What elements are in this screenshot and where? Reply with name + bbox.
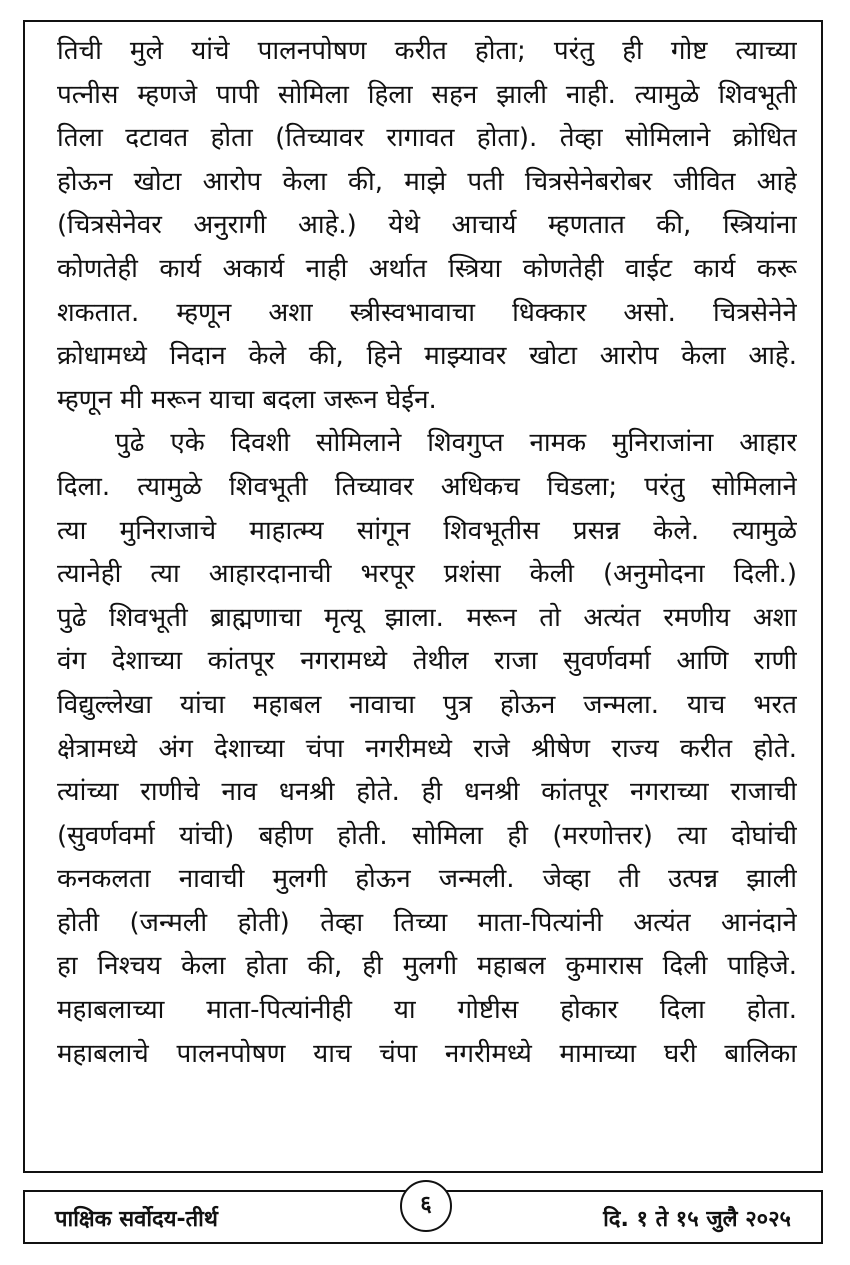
text-line: दिला. त्यामुळे शिवभूती तिच्यावर अधिकच चिडला; परंतु सोमिलाने: [57, 471, 797, 502]
page-number: ६: [400, 1180, 452, 1232]
text-line: शकतात. म्हणून अशा स्त्रीस्वभावाचा धिक्कार असो. चित्रसेनेने: [57, 297, 797, 328]
text-line: महाबलाचे पालनपोषण याच चंपा नगरीमध्ये मामाच्या घरी बालिका: [57, 1038, 797, 1069]
text-line: त्यानेही त्या आहारदानाची भरपूर प्रशंसा केली (अनुमोदना दिली.): [57, 559, 797, 590]
text-line: त्या मुनिराजाचे माहात्म्य सांगून शिवभूतीस प्रसन्न केले. त्यामुळे: [57, 515, 797, 546]
text-line: (चित्रसेनेवर अनुरागी आहे.) येथे आचार्य म्हणतात की, स्त्रियांना: [57, 210, 797, 241]
publication-title: पाक्षिक सर्वोदय-तीर्थ: [55, 1207, 218, 1232]
body-text: [57, 30, 797, 1076]
text-line: कोणतेही कार्य अकार्य नाही अर्थात स्त्रिया कोणतेही वाईट कार्य करू: [57, 253, 797, 284]
page-frame: [23, 20, 823, 1173]
text-line: तिला दटावत होता (तिच्यावर रागावत होता). तेव्हा सोमिलाने क्रोधित: [57, 123, 797, 154]
text-line: म्हणून मी मरून याचा बदला जरून घेईन.: [57, 384, 437, 415]
text-line: होती (जन्मली होती) तेव्हा तिच्या माता-पित्यांनी अत्यंत आनंदाने: [57, 907, 797, 938]
text-line: (सुवर्णवर्मा यांची) बहीण होती. सोमिला ही (मरणोत्तर) त्या दोघांची: [57, 820, 797, 851]
text-line: हा निश्चय केला होता की, ही मुलगी महाबल कुमारास दिली पाहिजे.: [57, 951, 797, 982]
text-line: विद्युल्लेखा यांचा महाबल नावाचा पुत्र होऊन जन्मला. याच भरत: [57, 689, 797, 720]
text-line: महाबलाच्या माता-पित्यांनीही या गोष्टीस होकार दिला होता.: [57, 995, 797, 1026]
text-line: क्षेत्रामध्ये अंग देशाच्या चंपा नगरीमध्ये राजे श्रीषेण राज्य करीत होते.: [57, 733, 797, 764]
text-line: पुढे एके दिवशी सोमिलाने शिवगुप्त नामक मुनिराजांना आहार: [115, 428, 797, 459]
text-line: वंग देशाच्या कांतपूर नगरामध्ये तेथील राजा सुवर्णवर्मा आणि राणी: [57, 646, 797, 677]
text-line: तिची मुले यांचे पालनपोषण करीत होता; परंतु ही गोष्ट त्याच्या: [57, 36, 797, 66]
page-footer: [23, 1190, 823, 1244]
text-line: त्यांच्या राणीचे नाव धनश्री होते. ही धनश्री कांतपूर नगराच्या राजाची: [57, 777, 797, 808]
text-line: क्रोधामध्ये निदान केले की, हिने माझ्यावर खोटा आरोप केला आहे.: [57, 341, 797, 372]
issue-date: दि. १ ते १५ जुलै २०२५: [603, 1207, 791, 1232]
text-line: होऊन खोटा आरोप केला की, माझे पती चित्रसेनेबरोबर जीवित आहे: [57, 166, 797, 197]
text-line: पुढे शिवभूती ब्राह्मणाचा मृत्यू झाला. मरून तो अत्यंत रमणीय अशा: [57, 602, 797, 633]
text-line: पत्नीस म्हणजे पापी सोमिला हिला सहन झाली नाही. त्यामुळे शिवभूती: [57, 79, 797, 110]
text-line: कनकलता नावाची मुलगी होऊन जन्मली. जेव्हा ती उत्पन्न झाली: [57, 864, 797, 895]
